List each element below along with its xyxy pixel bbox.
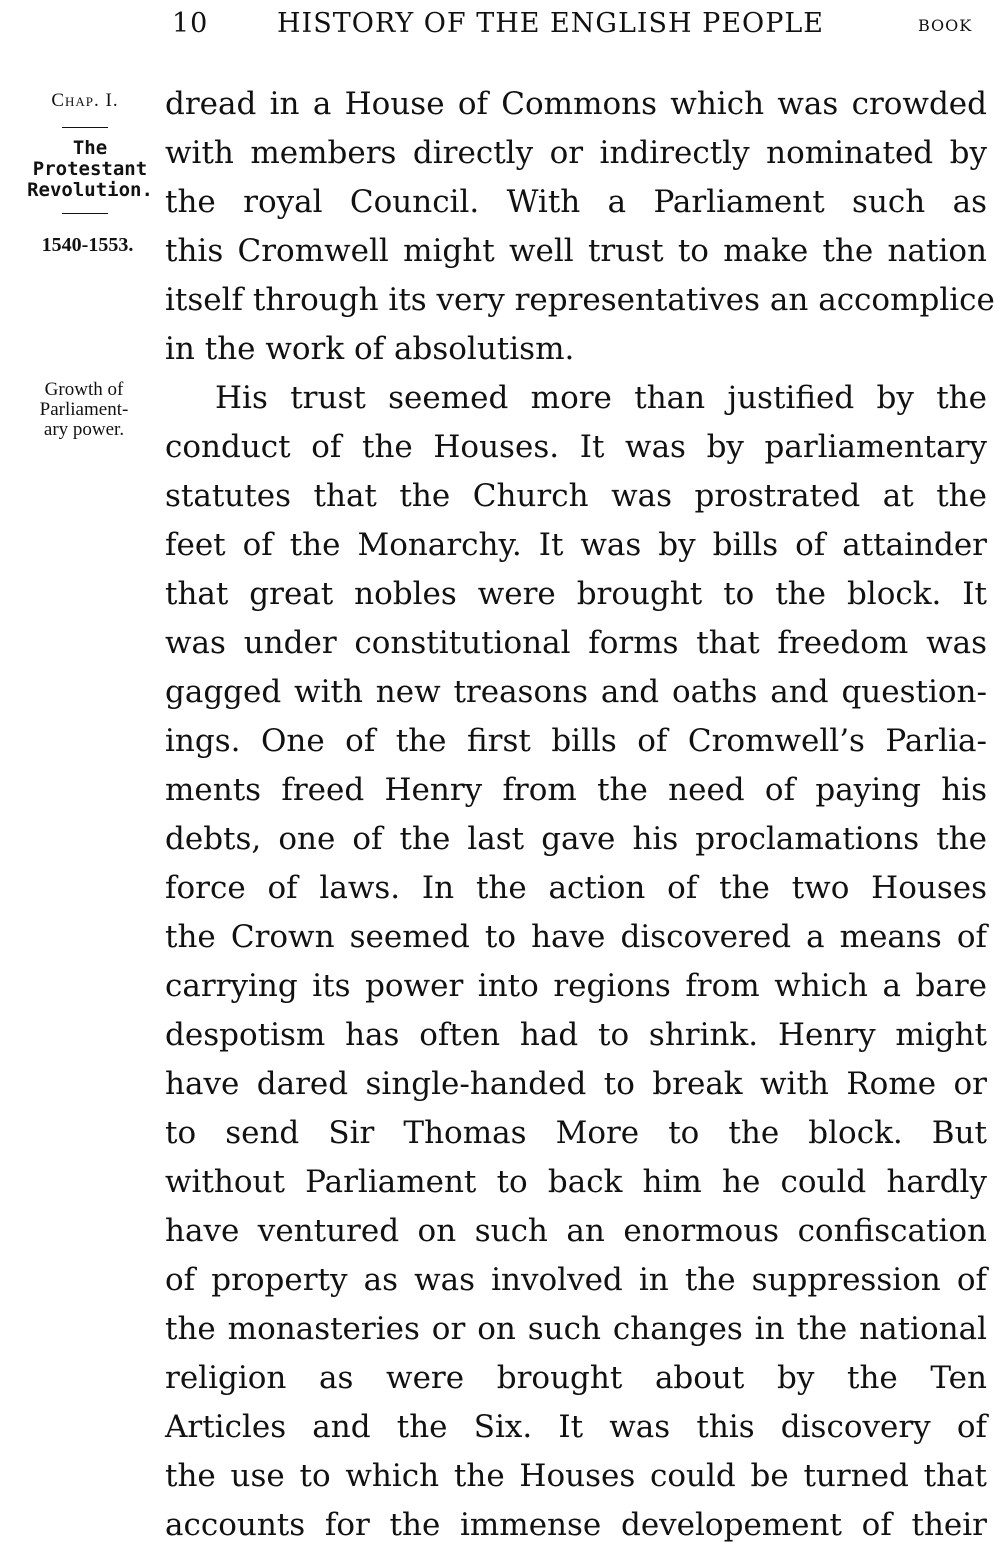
text-line: despotism has often had to shrink. Henry might <box>165 1017 987 1053</box>
text-line: Articles and the Six. It was this discovery of <box>165 1409 987 1445</box>
margin-rule <box>62 213 108 214</box>
text-line: carrying its power into regions from which a bare <box>165 968 987 1004</box>
text-line: this Cromwell might well trust to make the nation <box>165 233 987 269</box>
margin-chapter: Chap. I. <box>51 90 119 111</box>
text-line: gagged with new treasons and oaths and question- <box>165 674 987 710</box>
text-line: the monasteries or on such changes in the national <box>165 1311 987 1347</box>
margin-topic-line: Protestant <box>32 158 148 180</box>
margin-sidenote-line: ary power. <box>43 419 125 440</box>
margin-topic <box>20 138 160 201</box>
margin-topic-line: Revolution. <box>27 179 153 201</box>
running-header <box>0 6 1000 46</box>
text-line: itself through its very representatives an accomplice <box>165 282 995 318</box>
running-header-book: BOOK <box>918 16 973 35</box>
text-line: religion as were brought about by the Ten <box>165 1360 987 1396</box>
text-line: statutes that the Church was prostrated at the <box>165 478 987 514</box>
text-line: that great nobles were brought to the block. It <box>165 576 987 612</box>
text-line: force of laws. In the action of the two Houses <box>165 870 987 906</box>
text-line: have ventured on such an enormous confiscation <box>165 1213 987 1249</box>
text-line: His trust seemed more than justified by the <box>215 380 987 416</box>
text-line: feet of the Monarchy. It was by bills of attainder <box>165 527 987 563</box>
margin-sidenote-line: Parliament- <box>39 399 129 420</box>
running-title: HISTORY OF THE ENGLISH PEOPLE <box>277 8 824 39</box>
text-line: debts, one of the last gave his proclamations the <box>165 821 987 857</box>
margin-sidenote-growth <box>18 380 150 440</box>
text-line: conduct of the Houses. It was by parliamentary <box>165 429 987 465</box>
text-line: the Crown seemed to have discovered a means of <box>165 919 987 955</box>
margin-dates: 1540-1553. <box>41 234 134 256</box>
text-line: was under constitutional forms that freedom was <box>165 625 987 661</box>
text-line: to send Sir Thomas More to the block. But <box>165 1115 987 1151</box>
text-line: dread in a House of Commons which was crowded <box>165 86 987 122</box>
text-line: have dared single-handed to break with Rome or <box>165 1066 987 1102</box>
text-line: with members directly or indirectly nominated by <box>165 135 987 171</box>
text-line: ments freed Henry from the need of paying his <box>165 772 987 808</box>
text-line: the use to which the Houses could be turned that <box>165 1458 987 1494</box>
text-line: without Parliament to back him he could hardly <box>165 1164 987 1200</box>
text-line: accounts for the immense developement of their <box>165 1507 987 1543</box>
text-line: the royal Council. With a Parliament such as <box>165 184 987 220</box>
margin-sidenote-line: Growth of <box>44 379 124 400</box>
page-number: 10 <box>172 8 209 39</box>
text-line: in the work of absolutism. <box>165 331 575 367</box>
margin-topic-line: The <box>72 137 108 159</box>
text-line: ings. One of the first bills of Cromwell’s Parlia- <box>165 723 987 759</box>
margin-rule <box>62 127 108 128</box>
body-text <box>165 80 995 1550</box>
text-line: of property as was involved in the suppression of <box>165 1262 987 1298</box>
